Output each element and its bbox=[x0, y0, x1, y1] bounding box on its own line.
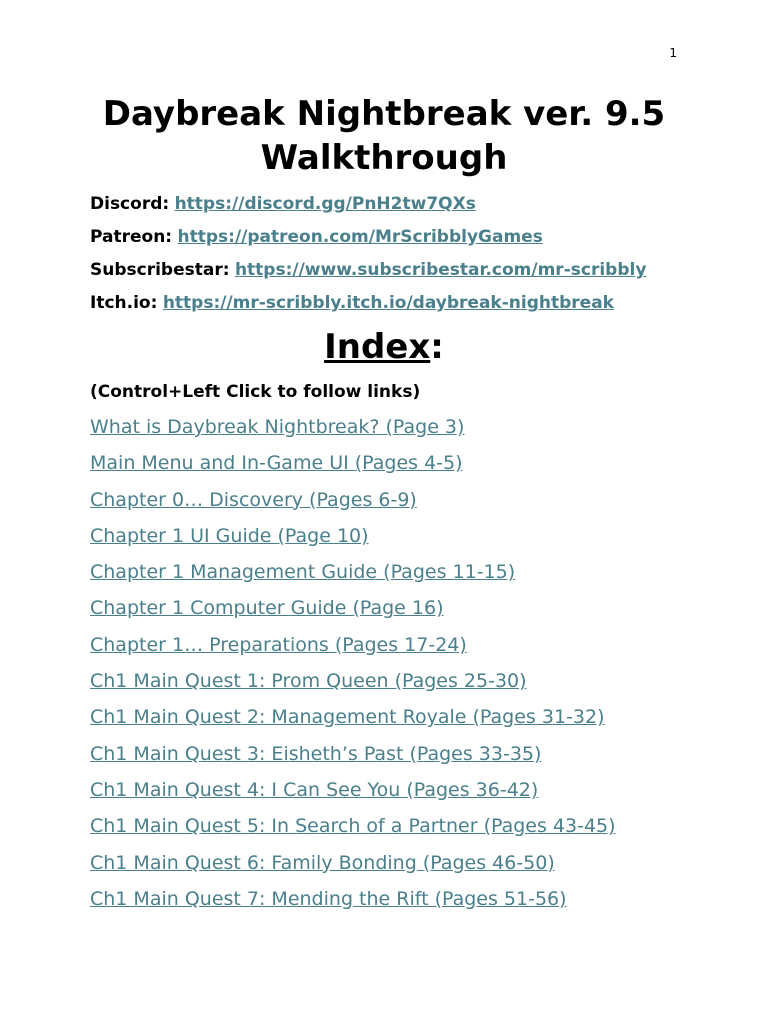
toc-item bbox=[90, 886, 616, 922]
toc-item bbox=[90, 523, 616, 559]
toc-link[interactable]: Chapter 1… Preparations (Pages 17-24) bbox=[90, 633, 467, 656]
toc-item bbox=[90, 414, 616, 450]
discord-label: Discord: bbox=[90, 194, 170, 214]
toc-item bbox=[90, 813, 616, 849]
discord-row bbox=[90, 193, 476, 215]
toc-link[interactable]: Ch1 Main Quest 4: I Can See You (Pages 36-42) bbox=[90, 778, 539, 801]
itchio-row bbox=[90, 292, 614, 314]
toc-link[interactable]: Chapter 1 Management Guide (Pages 11-15) bbox=[90, 561, 516, 584]
itchio-label: Itch.io: bbox=[90, 293, 158, 313]
discord-link[interactable]: https://discord.gg/PnH2tw7QXs bbox=[174, 194, 476, 214]
toc-link[interactable]: Chapter 0… Discovery (Pages 6-9) bbox=[90, 488, 417, 511]
patreon-link[interactable]: https://patreon.com/MrScribblyGames bbox=[177, 227, 543, 247]
toc-link[interactable]: Ch1 Main Quest 1: Prom Queen (Pages 25-30) bbox=[90, 670, 527, 693]
toc-link[interactable]: Chapter 1 Computer Guide (Page 16) bbox=[90, 597, 444, 620]
index-heading-colon: : bbox=[430, 327, 444, 367]
toc-item bbox=[90, 632, 616, 668]
toc-item bbox=[90, 559, 616, 595]
toc-item bbox=[90, 668, 616, 704]
toc-link[interactable]: Ch1 Main Quest 6: Family Bonding (Pages 46-50) bbox=[90, 851, 555, 874]
subscribestar-link[interactable]: https://www.subscribestar.com/mr-scribbly bbox=[234, 260, 647, 280]
toc-link[interactable]: Ch1 Main Quest 5: In Search of a Partner (Pages 43-45) bbox=[90, 815, 616, 838]
toc-link[interactable]: Ch1 Main Quest 7: Mending the Rift (Pages 51-56) bbox=[90, 887, 567, 910]
links-hint: (Control+Left Click to follow links) bbox=[90, 382, 421, 402]
toc-item bbox=[90, 850, 616, 886]
title-line-1: Daybreak Nightbreak ver. 9.5 bbox=[102, 94, 666, 134]
toc-link[interactable]: Ch1 Main Quest 2: Management Royale (Pages 31-32) bbox=[90, 706, 605, 729]
title-line-2: Walkthrough bbox=[260, 138, 508, 178]
index-heading bbox=[0, 326, 768, 368]
document-title bbox=[0, 92, 768, 180]
patreon-row bbox=[90, 226, 543, 248]
toc-item bbox=[90, 450, 616, 486]
toc-link[interactable]: What is Daybreak Nightbreak? (Page 3) bbox=[90, 416, 465, 438]
patreon-label: Patreon: bbox=[90, 227, 173, 247]
toc-item bbox=[90, 704, 616, 740]
page-number: 1 bbox=[669, 46, 677, 60]
toc-item bbox=[90, 487, 616, 523]
toc-link[interactable]: Chapter 1 UI Guide (Page 10) bbox=[90, 524, 369, 547]
table-of-contents bbox=[90, 414, 616, 922]
itchio-link[interactable]: https://mr-scribbly.itch.io/daybreak-nightbreak bbox=[162, 293, 614, 313]
subscribestar-row bbox=[90, 259, 646, 281]
toc-link[interactable]: Ch1 Main Quest 3: Eisheth’s Past (Pages 33-35) bbox=[90, 742, 542, 765]
toc-item bbox=[90, 741, 616, 777]
toc-item bbox=[90, 777, 616, 813]
toc-item bbox=[90, 595, 616, 631]
toc-link[interactable]: Main Menu and In-Game UI (Pages 4-5) bbox=[90, 452, 463, 475]
index-heading-text: Index bbox=[324, 327, 431, 367]
subscribestar-label: Subscribestar: bbox=[90, 260, 230, 280]
